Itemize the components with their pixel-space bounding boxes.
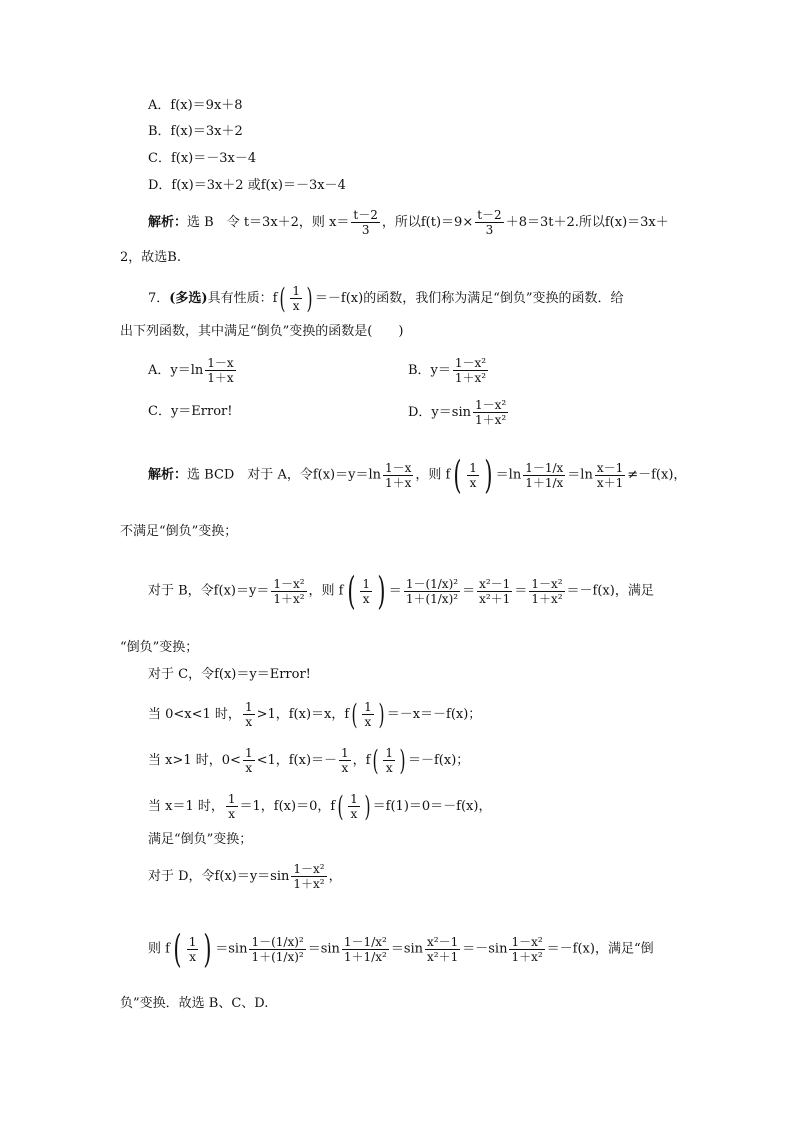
- solution-7-c-case2: 当 x>1 时，0< $\frac{1}{x}$ <1，f(x)＝－ $\frac{1}{x}$ ，f( $\frac{1}{x}$ ) ＝－f(x)；: [148, 743, 470, 777]
- fraction: $\frac{t-2}{3}$: [353, 208, 378, 237]
- fraction: $\frac{\text{1－x²}}{\text{1＋x²}}$: [474, 398, 507, 427]
- option-7a: A．y＝ln $\frac{1-x}{1+x}$: [148, 356, 234, 385]
- text: ，所以f(t)＝9×: [381, 215, 474, 230]
- solution-7-d-calc: 则 f( $\frac{1}{x}$ ) ＝sin $\frac{\text{1－(1/x)²}}{\text{1＋(1/x)²}}$ ＝sin $\frac{\text{1－1/x²}}{\text{1＋1/x²}}$ ＝sin $\frac{\text{x²－1}}{\text{x²＋1}}$ ＝－sin $\frac{\text{1－x²}}{\text{1＋x²}}$ ＝－f(x)，满足“倒: [148, 927, 654, 971]
- option-6d: D．f(x)＝3x＋2 或f(x)＝－3x－4: [148, 178, 346, 193]
- solution-label: 解析：: [148, 215, 188, 230]
- solution-label: 解析：: [148, 467, 188, 483]
- solution-7-c-end: 满足“倒负”变换；: [148, 832, 253, 847]
- solution-7-d: 对于 D，令f(x)＝y＝sin $\frac{\text{1－x²}}{\text{1＋x²}}$ ，: [148, 862, 342, 891]
- solution-7-d-end: 负”变换．故选 B、C、D.: [120, 996, 269, 1011]
- question-7-line2: 出下列函数，其中满足“倒负”变换的函数是( ): [120, 324, 404, 339]
- solution-7-c: 对于 C，令f(x)＝y＝Error!: [148, 667, 311, 682]
- text: ＝－f(x)的函数，我们称为满足“倒负”变换的函数．给: [314, 291, 624, 306]
- option-7d: D．y＝sin $\frac{\text{1－x²}}{\text{1＋x²}}$: [408, 398, 507, 427]
- solution-7-b-end: “倒负”变换；: [120, 640, 199, 655]
- question-tag: (多选): [169, 291, 208, 306]
- option-6c: C．f(x)＝－3x－4: [148, 151, 257, 166]
- question-7-line1: 7．(多选)具有性质：f( $\frac{1}{x}$ ) ＝－f(x)的函数，我们称为满足“倒负”变换的函数．给: [148, 281, 624, 315]
- fraction: $\frac{1}{x}$: [292, 284, 300, 313]
- text: 具有性质：f: [207, 291, 278, 306]
- text: ＋8＝3t＋2.所以f(x)＝3x＋: [505, 215, 669, 230]
- option-7b: B．y＝ $\frac{\text{1－x²}}{\text{1＋x²}}$: [408, 356, 487, 385]
- solution-7-a: 解析：选 BCD 对于 A，令f(x)＝y＝ln $\frac{1-x}{1+x}$ ，则 f( $\frac{1}{x}$ ) ＝ln $\frac{1-1/x}{1+1/x}$ ＝ln $\frac{x-1}{x+1}$ ≠－f(x)，: [148, 453, 687, 497]
- fraction: $\frac{\text{1－x²}}{\text{1＋x²}}$: [454, 356, 487, 385]
- question-number: 7．: [148, 291, 170, 306]
- solution-7-a-end: 不满足“倒负”变换；: [120, 524, 238, 539]
- text: 选 B 令 t＝3x＋2，则 x＝: [187, 215, 350, 230]
- fraction: $\frac{t-2}{3}$: [477, 208, 502, 237]
- solution-7-b: 对于 B，令f(x)＝y＝ $\frac{\text{1－x²}}{\text{1＋x²}}$ ，则 f( $\frac{1}{x}$ ) ＝ $\frac{\text{1－(1/x)²}}{\text{1＋(1/x)²}}$ ＝ $\frac{\text{x²－1}}{\text{x²＋1}}$ ＝ $\frac{\text{1－x²}}{\text{1＋x²}}$ ＝－f(x)，满足: [148, 569, 654, 613]
- solution-7-c-case3: 当 x＝1 时， $\frac{1}{x}$ ＝1，f(x)＝0，f( $\frac{1}{x}$ ) ＝f(1)＝0＝－f(x)，: [148, 789, 492, 823]
- option-6b: B．f(x)＝3x＋2: [148, 124, 243, 139]
- option-6a: A．f(x)＝9x＋8: [148, 98, 243, 113]
- solution-6-line1: [148, 208, 669, 237]
- fraction: $\frac{1-x}{1+x}$: [207, 356, 234, 385]
- solution-6-line2: 2，故选B.: [120, 250, 181, 265]
- solution-7-c-case1: 当 0<x<1 时， $\frac{1}{x}$ >1，f(x)＝x，f( $\frac{1}{x}$ ) ＝－x＝－f(x)；: [148, 697, 482, 731]
- option-7c: C．y＝Error!: [148, 404, 233, 419]
